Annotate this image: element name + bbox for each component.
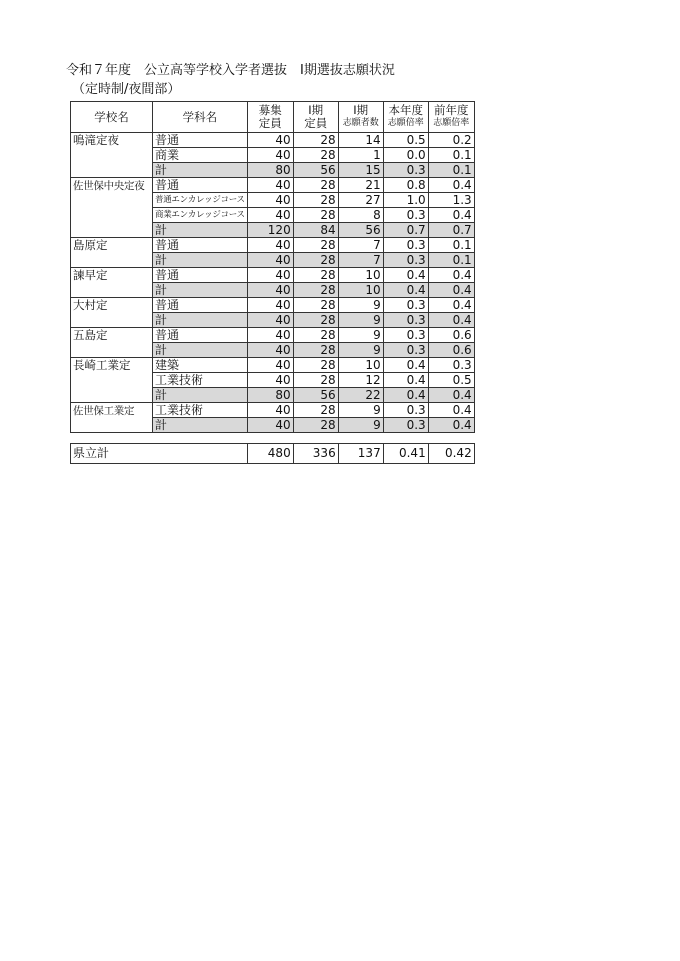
phase-capacity-value: 28 [293, 148, 338, 163]
school-name-cell [71, 328, 153, 358]
capacity-value: 40 [247, 283, 293, 298]
phase-capacity-value: 56 [293, 388, 338, 403]
school-name-cell [71, 178, 153, 238]
capacity-value: 80 [247, 163, 293, 178]
rate-prev-year-value: 0.4 [428, 268, 474, 283]
applicants-value: 8 [338, 208, 383, 223]
table-row [71, 358, 475, 373]
school-name: 大村定 [73, 298, 108, 312]
applicants-value: 14 [338, 133, 383, 148]
department-name: 普通 [153, 268, 248, 283]
table-row [71, 298, 475, 313]
rate-this-year-value: 0.3 [383, 328, 428, 343]
phase-capacity-value: 28 [293, 178, 338, 193]
phase-capacity-value: 28 [293, 313, 338, 328]
department-name: 商業エンカレッジコース [153, 208, 248, 223]
applicants-value: 22 [338, 388, 383, 403]
rate-prev-year-value: 0.1 [428, 238, 474, 253]
header-school: 学校名 [71, 102, 153, 133]
capacity-value: 40 [247, 373, 293, 388]
school-name-cell [71, 133, 153, 178]
rate-this-year-value: 0.0 [383, 148, 428, 163]
phase-capacity-value: 28 [293, 193, 338, 208]
capacity-value: 40 [247, 268, 293, 283]
department-name: 普通 [153, 298, 248, 313]
phase-capacity-value: 28 [293, 133, 338, 148]
phase-capacity-value: 28 [293, 328, 338, 343]
capacity-value: 40 [247, 298, 293, 313]
school-name-cell [71, 358, 153, 403]
phase-capacity-value: 28 [293, 298, 338, 313]
capacity-value: 40 [247, 238, 293, 253]
rate-prev-year-value: 0.4 [428, 208, 474, 223]
table-row [71, 403, 475, 418]
rate-prev-year-value: 0.4 [428, 313, 474, 328]
capacity-value: 40 [247, 148, 293, 163]
rate-this-year-value: 0.4 [383, 373, 428, 388]
department-name: 計 [153, 223, 248, 238]
capacity-value: 40 [247, 193, 293, 208]
capacity-value: 40 [247, 208, 293, 223]
total-rate-prev-year: 0.42 [428, 444, 474, 464]
phase-capacity-value: 28 [293, 373, 338, 388]
school-name: 島原定 [73, 238, 108, 252]
capacity-value: 40 [247, 328, 293, 343]
rate-prev-year-value: 0.4 [428, 298, 474, 313]
rate-prev-year-value: 1.3 [428, 193, 474, 208]
department-name: 計 [153, 388, 248, 403]
school-name-cell [71, 298, 153, 328]
department-name: 計 [153, 163, 248, 178]
rate-this-year-value: 0.4 [383, 283, 428, 298]
table-row [71, 268, 475, 283]
capacity-value: 120 [247, 223, 293, 238]
applicants-value: 7 [338, 238, 383, 253]
department-name: 計 [153, 313, 248, 328]
department-name: 計 [153, 253, 248, 268]
rate-this-year-value: 0.3 [383, 208, 428, 223]
total-applicants: 137 [338, 444, 383, 464]
phase-capacity-value: 28 [293, 283, 338, 298]
phase-capacity-value: 28 [293, 268, 338, 283]
rate-prev-year-value: 0.3 [428, 358, 474, 373]
rate-prev-year-value: 0.4 [428, 283, 474, 298]
total-rate-this-year: 0.41 [383, 444, 428, 464]
table-row [71, 133, 475, 148]
phase-capacity-value: 28 [293, 238, 338, 253]
department-name: 普通 [153, 178, 248, 193]
applicants-value: 1 [338, 148, 383, 163]
rate-prev-year-value: 0.1 [428, 148, 474, 163]
page-title: 令和７年度 公立高等学校入学者選抜 Ⅰ期選抜志願状況 [66, 63, 395, 78]
applicants-value: 9 [338, 403, 383, 418]
department-name: 普通 [153, 238, 248, 253]
applications-table [70, 101, 475, 464]
department-name: 計 [153, 418, 248, 433]
page-subtitle: （定時制/夜間部） [72, 82, 181, 97]
school-name: 諫早定 [73, 268, 108, 282]
department-name: 工業技術 [153, 403, 248, 418]
capacity-value: 40 [247, 133, 293, 148]
applicants-value: 10 [338, 283, 383, 298]
capacity-value: 40 [247, 403, 293, 418]
table-row [71, 178, 475, 193]
rate-prev-year-value: 0.4 [428, 388, 474, 403]
rate-this-year-value: 0.3 [383, 403, 428, 418]
capacity-value: 80 [247, 388, 293, 403]
department-name: 普通 [153, 133, 248, 148]
applicants-value: 10 [338, 268, 383, 283]
phase-capacity-value: 28 [293, 343, 338, 358]
applicants-value: 15 [338, 163, 383, 178]
header-row [71, 102, 475, 133]
rate-prev-year-value: 0.7 [428, 223, 474, 238]
rate-this-year-value: 0.3 [383, 343, 428, 358]
rate-prev-year-value: 0.6 [428, 343, 474, 358]
applicants-value: 21 [338, 178, 383, 193]
phase-capacity-value: 84 [293, 223, 338, 238]
rate-this-year-value: 0.8 [383, 178, 428, 193]
capacity-value: 40 [247, 358, 293, 373]
school-name: 佐世保工業定 [73, 405, 135, 417]
rate-this-year-value: 0.7 [383, 223, 428, 238]
total-label: 県立計 [71, 444, 248, 464]
school-name: 鳴滝定夜 [73, 133, 119, 147]
table-row [71, 238, 475, 253]
applicants-value: 27 [338, 193, 383, 208]
department-name: 計 [153, 343, 248, 358]
phase-capacity-value: 28 [293, 208, 338, 223]
school-name-cell [71, 268, 153, 298]
total-capacity: 480 [247, 444, 293, 464]
header-department: 学科名 [153, 102, 248, 133]
phase-capacity-value: 28 [293, 418, 338, 433]
rate-prev-year-value: 0.2 [428, 133, 474, 148]
applicants-value: 10 [338, 358, 383, 373]
rate-this-year-value: 0.4 [383, 388, 428, 403]
applicants-value: 7 [338, 253, 383, 268]
department-name: 普通 [153, 328, 248, 343]
rate-this-year-value: 0.3 [383, 298, 428, 313]
school-name: 佐世保中央定夜 [73, 180, 145, 192]
department-name: 建築 [153, 358, 248, 373]
header-rate-this-year: 本年度 志願倍率 [383, 102, 428, 133]
rate-prev-year-value: 0.1 [428, 253, 474, 268]
applicants-value: 56 [338, 223, 383, 238]
phase-capacity-value: 28 [293, 358, 338, 373]
department-name: 普通エンカレッジコース [153, 193, 248, 208]
applicants-value: 9 [338, 328, 383, 343]
rate-prev-year-value: 0.1 [428, 163, 474, 178]
table-row [71, 328, 475, 343]
header-applicants: Ⅰ期 志願者数 [338, 102, 383, 133]
header-phase-capacity: Ⅰ期 定員 [293, 102, 338, 133]
department-name: 計 [153, 283, 248, 298]
phase-capacity-value: 28 [293, 403, 338, 418]
capacity-value: 40 [247, 178, 293, 193]
applicants-value: 12 [338, 373, 383, 388]
spacer-row [71, 433, 475, 444]
school-name-cell [71, 238, 153, 268]
applicants-value: 9 [338, 313, 383, 328]
phase-capacity-value: 56 [293, 163, 338, 178]
rate-this-year-value: 0.4 [383, 268, 428, 283]
department-name: 商業 [153, 148, 248, 163]
rate-this-year-value: 0.3 [383, 163, 428, 178]
capacity-value: 40 [247, 418, 293, 433]
school-name-cell [71, 403, 153, 433]
school-name: 長崎工業定 [73, 358, 131, 372]
rate-this-year-value: 0.4 [383, 358, 428, 373]
total-row [71, 444, 475, 464]
rate-this-year-value: 0.5 [383, 133, 428, 148]
applicants-value: 9 [338, 298, 383, 313]
capacity-value: 40 [247, 343, 293, 358]
rate-prev-year-value: 0.6 [428, 328, 474, 343]
header-rate-prev-year: 前年度 志願倍率 [428, 102, 474, 133]
phase-capacity-value: 28 [293, 253, 338, 268]
rate-prev-year-value: 0.4 [428, 418, 474, 433]
school-name: 五島定 [73, 328, 108, 342]
rate-this-year-value: 0.3 [383, 238, 428, 253]
applicants-value: 9 [338, 418, 383, 433]
capacity-value: 40 [247, 313, 293, 328]
total-phase-capacity: 336 [293, 444, 338, 464]
applicants-value: 9 [338, 343, 383, 358]
rate-prev-year-value: 0.4 [428, 178, 474, 193]
header-capacity: 募集 定員 [247, 102, 293, 133]
rate-this-year-value: 0.3 [383, 253, 428, 268]
rate-prev-year-value: 0.5 [428, 373, 474, 388]
department-name: 工業技術 [153, 373, 248, 388]
capacity-value: 40 [247, 253, 293, 268]
rate-prev-year-value: 0.4 [428, 403, 474, 418]
rate-this-year-value: 0.3 [383, 313, 428, 328]
rate-this-year-value: 0.3 [383, 418, 428, 433]
rate-this-year-value: 1.0 [383, 193, 428, 208]
